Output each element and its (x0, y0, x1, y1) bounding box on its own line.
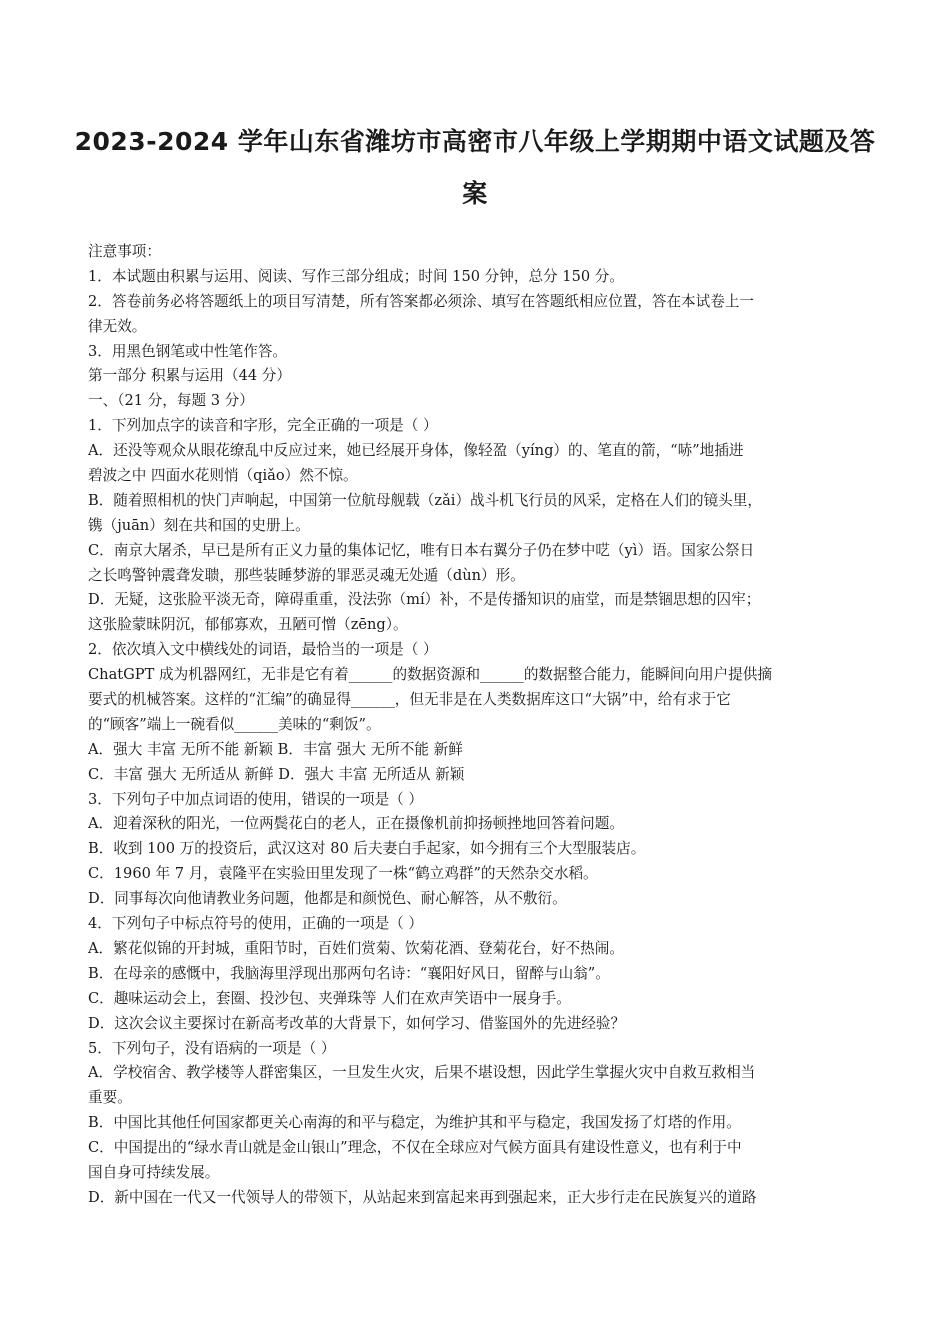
text-line: 律无效。 (88, 317, 147, 335)
text-line: D．同事每次向他请教业务问题，他都是和颜悦色、耐心解答，从不敷衍。 (88, 890, 567, 908)
text-line: 3．用黑色钢笔或中性笔作答。 (88, 342, 288, 360)
text-line: ChatGPT 成为机器网红，无非是它有着______的数据资源和______的数据整合能力，能瞬间向用户提供摘 (88, 666, 772, 684)
text-line: 5．下列句子，没有语病的一项是（ ） (88, 1039, 336, 1057)
title-line-1: 2023-2024 学年山东省潍坊市高密市八年级上学期期中语文试题及答 (74, 127, 876, 156)
document-title (70, 116, 880, 220)
text-line: C．南京大屠杀，早已是所有正义力量的集体记忆，唯有日本右翼分子仍在梦中呓（yì）语。国家公祭日 (88, 541, 755, 559)
text-line: 2．依次填入文中横线处的词语，最恰当的一项是（ ） (88, 641, 438, 659)
title-line-2: 案 (462, 179, 488, 208)
text-line: 1．下列加点字的读音和字形，完全正确的一项是（ ） (88, 417, 438, 435)
text-line: 国自身可持续发展。 (88, 1163, 220, 1181)
text-line: 注意事项： (88, 243, 161, 260)
text-line: C．丰富 强大 无所适从 新鲜 D．强大 丰富 无所适从 新颖 (88, 765, 465, 783)
text-line: D．新中国在一代又一代领导人的带领下，从站起来到富起来再到强起来，正大步行走在民族复兴的道路 (88, 1188, 757, 1206)
text-line: 镌（juān）刻在共和国的史册上。 (88, 516, 310, 534)
text-line: 要式的机械答案。这样的“汇编”的确显得______，但无非是在人类数据库这口“大锅”中，给有求于它 (88, 691, 731, 709)
text-line: B．随着照相机的快门声响起，中国第一位航母舰载（zǎi）战斗机飞行员的风采，定格在人们的镜头里， (88, 491, 762, 509)
text-line: D．无疑，这张脸平淡无奇，障碍重重，没法弥（mí）补，不是传播知识的庙堂，而是禁锢思想的囚牢； (88, 591, 761, 609)
text-line: 的“顾客”端上一碗看似______美味的“剩饭”。 (88, 715, 381, 733)
text-line: 重要。 (88, 1089, 132, 1107)
text-line: B．在母亲的感慨中，我脑海里浮现出那两句名诗：“襄阳好风日，留醉与山翁”。 (88, 964, 610, 982)
document-body (88, 240, 856, 1211)
text-line: C．中国提出的“绿水青山就是金山银山”理念，不仅在全球应对气候方面具有建设性意义，也有利于中 (88, 1139, 742, 1157)
text-line: A．学校宿舍、教学楼等人群密集区，一旦发生火灾，后果不堪设想，因此学生掌握火灾中自救互救相当 (88, 1064, 756, 1082)
text-line: D．这次会议主要探讨在新高考改革的大背景下，如何学习、借鉴国外的先进经验？ (88, 1014, 626, 1032)
text-line: A．繁花似锦的开封城，重阳节时，百姓们赏菊、饮菊花酒、登菊花台，好不热闹。 (88, 939, 624, 957)
text-line: C．趣味运动会上，套圈、投沙包、夹弹珠等 人们在欢声笑语中一展身手。 (88, 989, 571, 1007)
text-line: 2．答卷前务必将答题纸上的项目写清楚，所有答案都必须涂、填写在答题纸相应位置，答在本试卷上一 (88, 292, 755, 310)
text-line: A．迎着深秋的阳光，一位两鬓花白的老人，正在摄像机前抑扬顿挫地回答着问题。 (88, 815, 624, 833)
text-line: 之长鸣警钟震聋发聩，那些装睡梦游的罪恶灵魂无处遁（dùn）形。 (88, 566, 525, 584)
text-line: B．收到 100 万的投资后，武汉这对 80 后夫妻白手起家，如今拥有三个大型服装店。 (88, 840, 646, 858)
text-line: A．还没等观众从眼花缭乱中反应过来，她已经展开身体，像轻盈（yíng）的、笔直的箭，“哧”地插进 (88, 442, 744, 460)
text-line: B．中国比其他任何国家都更关心南海的和平与稳定，为维护其和平与稳定，我国发扬了灯塔的作用。 (88, 1114, 741, 1132)
text-line: A．强大 丰富 无所不能 新颖 B．丰富 强大 无所不能 新鲜 (88, 740, 463, 758)
text-line: 4．下列句子中标点符号的使用，正确的一项是（ ） (88, 915, 423, 933)
text-line: C．1960 年 7 月，袁隆平在实验田里发现了一株“鹤立鸡群”的天然杂交水稻。 (88, 865, 598, 883)
text-line: 一、（21 分，每题 3 分） (88, 392, 254, 410)
text-line: 3．下列句子中加点词语的使用，错误的一项是（ ） (88, 790, 423, 808)
text-line: 1．本试题由积累与运用、阅读、写作三部分组成；时间 150 分钟，总分 150 分。 (88, 267, 624, 285)
text-line: 碧波之中 四面水花则悄（qiǎo）然不惊。 (88, 467, 358, 485)
text-line: 第一部分 积累与运用（44 分） (88, 367, 291, 385)
text-line: 这张脸蒙昧阴沉，郁郁寡欢，丑陋可憎（zēng）。 (88, 616, 408, 634)
